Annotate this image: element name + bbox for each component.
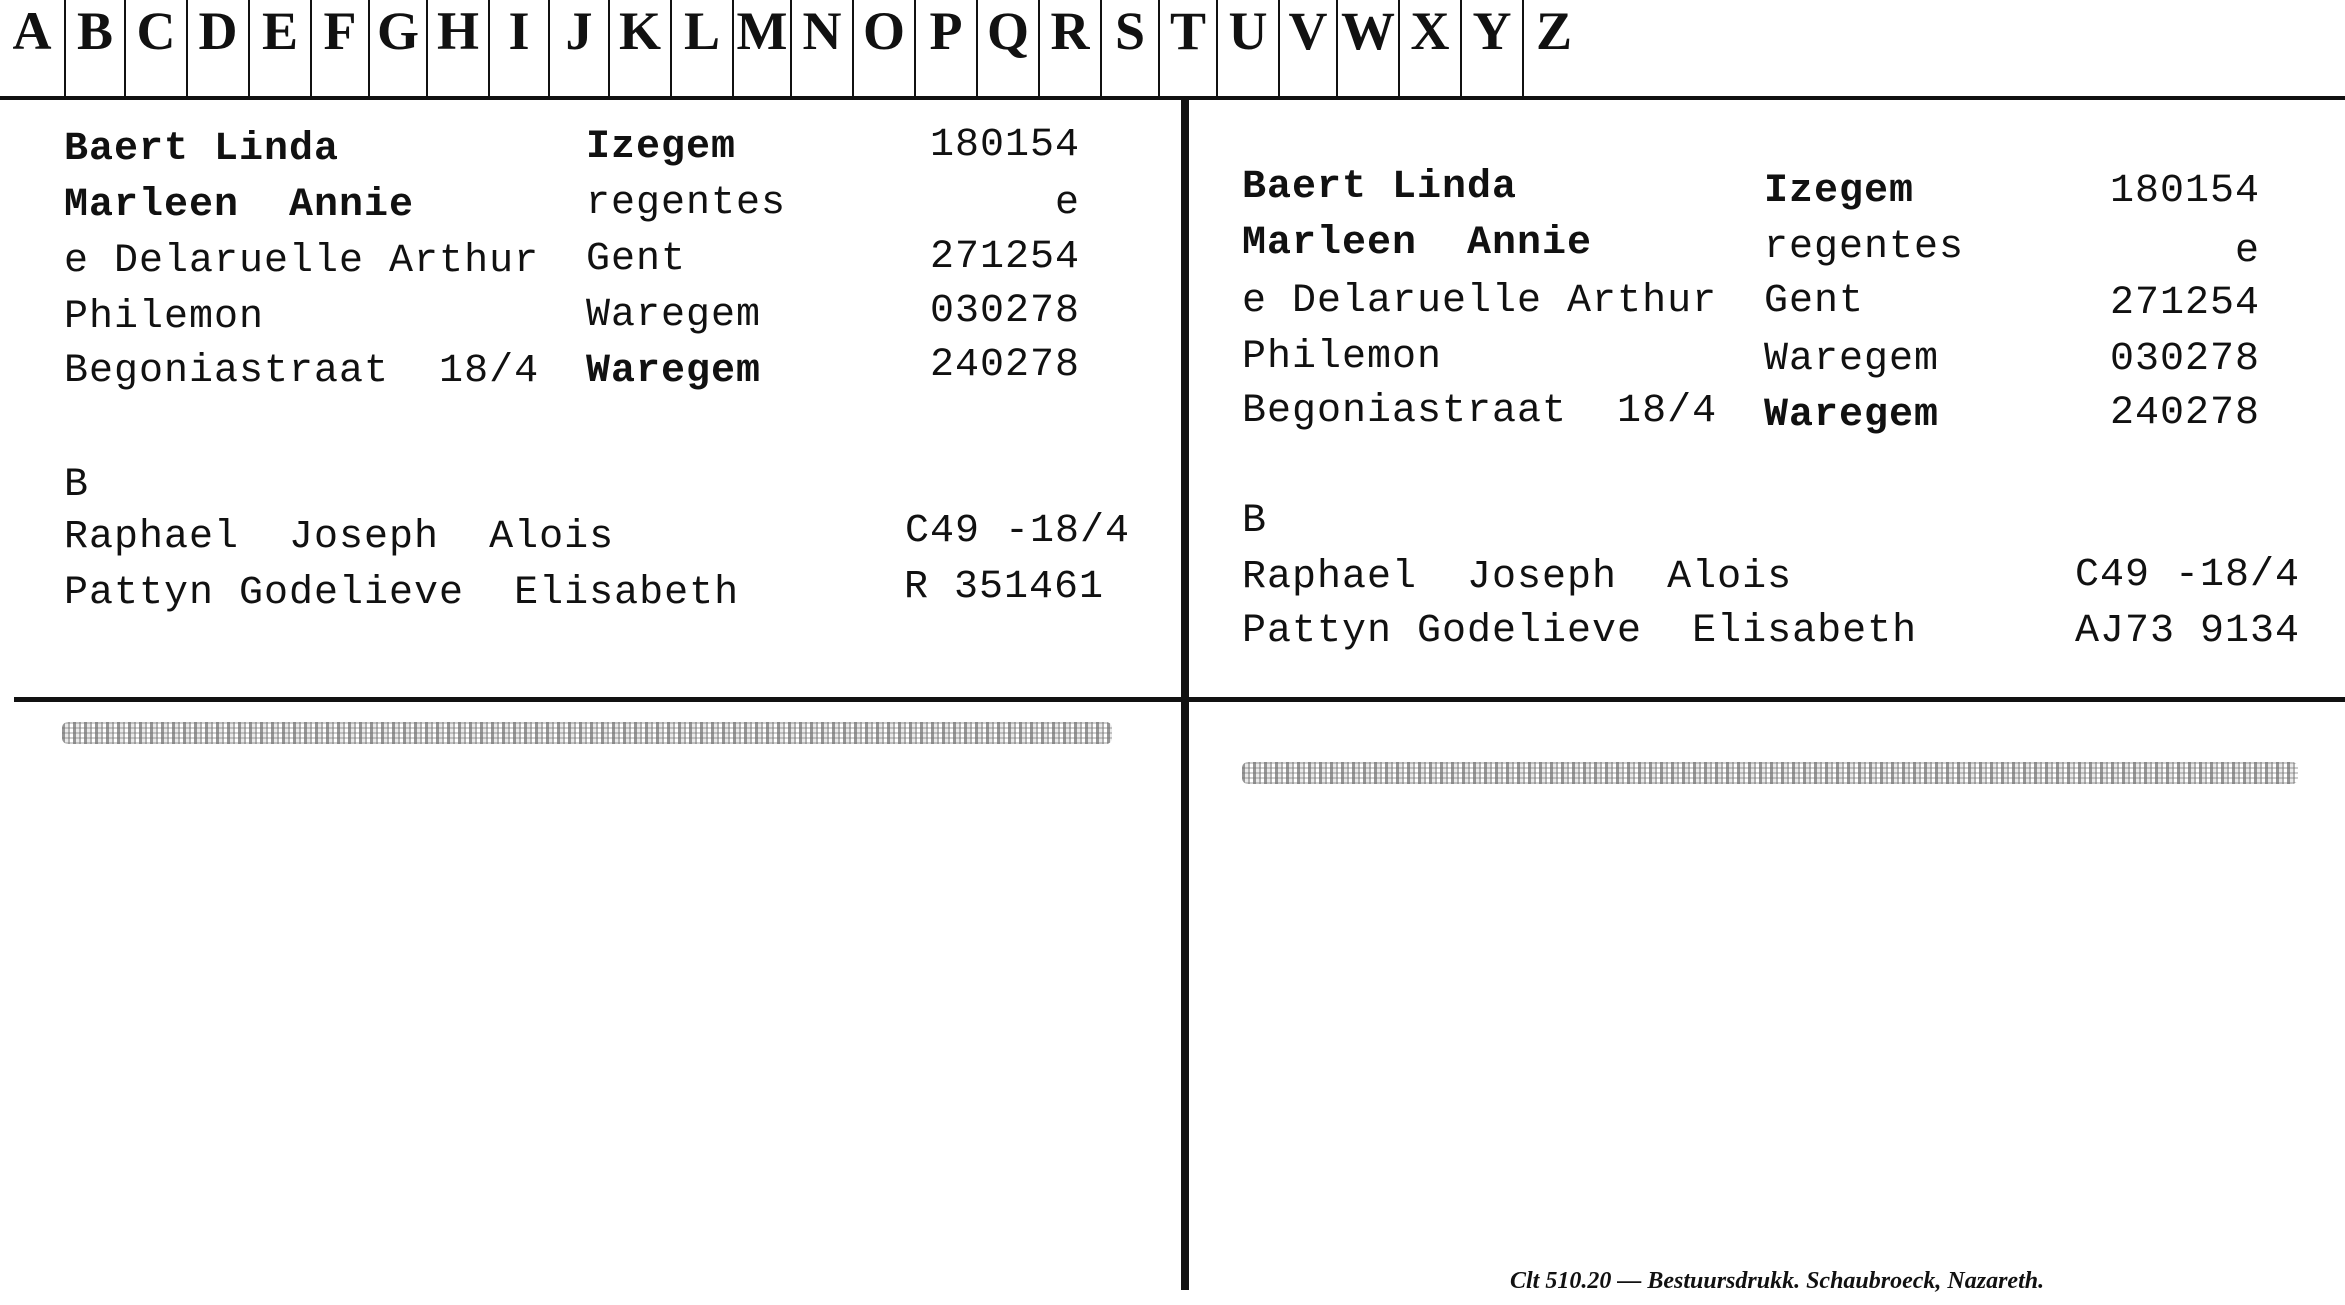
alphabet-letter-a: A bbox=[0, 0, 66, 96]
left-row-3-name: e Delaruelle Arthur bbox=[64, 239, 540, 284]
alphabet-letter-i: I bbox=[490, 0, 550, 96]
right-row-1-place: Izegem bbox=[1764, 169, 1915, 214]
right-row-3-name: e Delaruelle Arthur bbox=[1242, 279, 1718, 324]
alphabet-letter-t: T bbox=[1160, 0, 1218, 96]
right-row-5-number: 240278 bbox=[2109, 391, 2260, 436]
left-card-ink-smudge bbox=[62, 722, 1112, 744]
right-section-letter: B bbox=[1242, 499, 1268, 544]
alphabet-letter-e: E bbox=[250, 0, 312, 96]
left-row-2-name: Marleen Annie bbox=[64, 183, 415, 228]
left-row-1-place: Izegem bbox=[586, 125, 737, 170]
alphabet-letter-k: K bbox=[610, 0, 672, 96]
left-family-2-code: R 351461 bbox=[904, 565, 1105, 610]
alphabet-index-strip bbox=[0, 0, 2345, 100]
card-divider bbox=[1181, 100, 1189, 1290]
alphabet-letter-b: B bbox=[66, 0, 126, 96]
left-family-2-name: Pattyn Godelieve Elisabeth bbox=[64, 571, 740, 616]
left-row-3-number: 271254 bbox=[929, 235, 1080, 280]
right-row-2-place: regentes bbox=[1764, 225, 1965, 270]
alphabet-letter-y: Y bbox=[1462, 0, 1524, 96]
left-row-4-name: Philemon bbox=[64, 295, 265, 340]
right-family-2-code: AJ73 9134 bbox=[2074, 609, 2300, 654]
right-row-5-place: Waregem bbox=[1764, 393, 1940, 438]
left-row-2-number: e bbox=[1054, 181, 1080, 226]
alphabet-letter-d: D bbox=[188, 0, 250, 96]
left-row-1-number: 180154 bbox=[929, 123, 1080, 168]
alphabet-letter-v: V bbox=[1280, 0, 1338, 96]
alphabet-letter-q: Q bbox=[978, 0, 1040, 96]
right-row-4-number: 030278 bbox=[2109, 337, 2260, 382]
left-family-1-name: Raphael Joseph Alois bbox=[64, 515, 615, 560]
printer-imprint: Clt 510.20 — Bestuursdrukk. Schaubroeck, Nazareth. bbox=[1510, 1268, 2045, 1294]
left-row-2-place: regentes bbox=[586, 181, 787, 226]
right-family-2-name: Pattyn Godelieve Elisabeth bbox=[1242, 609, 1918, 654]
left-row-4-place: Waregem bbox=[586, 293, 762, 338]
right-row-1-number: 180154 bbox=[2109, 169, 2260, 214]
alphabet-letter-z: Z bbox=[1535, 1, 1573, 61]
alphabet-letter-m: M bbox=[734, 0, 792, 96]
left-row-5-number: 240278 bbox=[929, 343, 1080, 388]
alphabet-letter-n: N bbox=[792, 0, 854, 96]
alphabet-letter-p: P bbox=[916, 0, 978, 96]
alphabet-letter-s: S bbox=[1102, 0, 1160, 96]
alphabet-letter-j: J bbox=[550, 0, 610, 96]
alphabet-letter-f: F bbox=[312, 0, 370, 96]
alphabet-letter-x: X bbox=[1400, 0, 1462, 96]
alphabet-letter-l: L bbox=[672, 0, 734, 96]
left-card-rule bbox=[14, 697, 1181, 702]
right-row-4-place: Waregem bbox=[1764, 337, 1940, 382]
right-family-1-name: Raphael Joseph Alois bbox=[1242, 555, 1793, 600]
left-section-letter: B bbox=[64, 463, 90, 508]
alphabet-letter-o: O bbox=[854, 0, 916, 96]
left-row-3-place: Gent bbox=[586, 237, 687, 282]
right-card-rule bbox=[1189, 697, 2345, 702]
right-row-1-name: Baert Linda bbox=[1242, 165, 1518, 210]
right-row-2-number: e bbox=[2234, 229, 2260, 274]
left-family-1-code: C49 -18/4 bbox=[904, 509, 1130, 554]
alphabet-letter-g: G bbox=[370, 0, 428, 96]
alphabet-letter-h: H bbox=[428, 0, 490, 96]
right-row-3-place: Gent bbox=[1764, 279, 1865, 324]
alphabet-letter-r: R bbox=[1040, 0, 1102, 96]
left-row-1-name: Baert Linda bbox=[64, 127, 340, 172]
right-row-4-name: Philemon bbox=[1242, 335, 1443, 380]
alphabet-letter-w: W bbox=[1338, 0, 1400, 96]
right-row-2-name: Marleen Annie bbox=[1242, 221, 1593, 266]
left-row-5-place: Waregem bbox=[586, 349, 762, 394]
alphabet-letter-u: U bbox=[1218, 0, 1280, 96]
right-family-1-code: C49 -18/4 bbox=[2074, 553, 2300, 598]
alphabet-letter-c: C bbox=[126, 0, 188, 96]
right-row-5-name: Begoniastraat 18/4 bbox=[1242, 389, 1718, 434]
right-card-ink-smudge bbox=[1242, 762, 2298, 784]
left-row-5-name: Begoniastraat 18/4 bbox=[64, 349, 540, 394]
left-row-4-number: 030278 bbox=[929, 289, 1080, 334]
right-row-3-number: 271254 bbox=[2109, 281, 2260, 326]
